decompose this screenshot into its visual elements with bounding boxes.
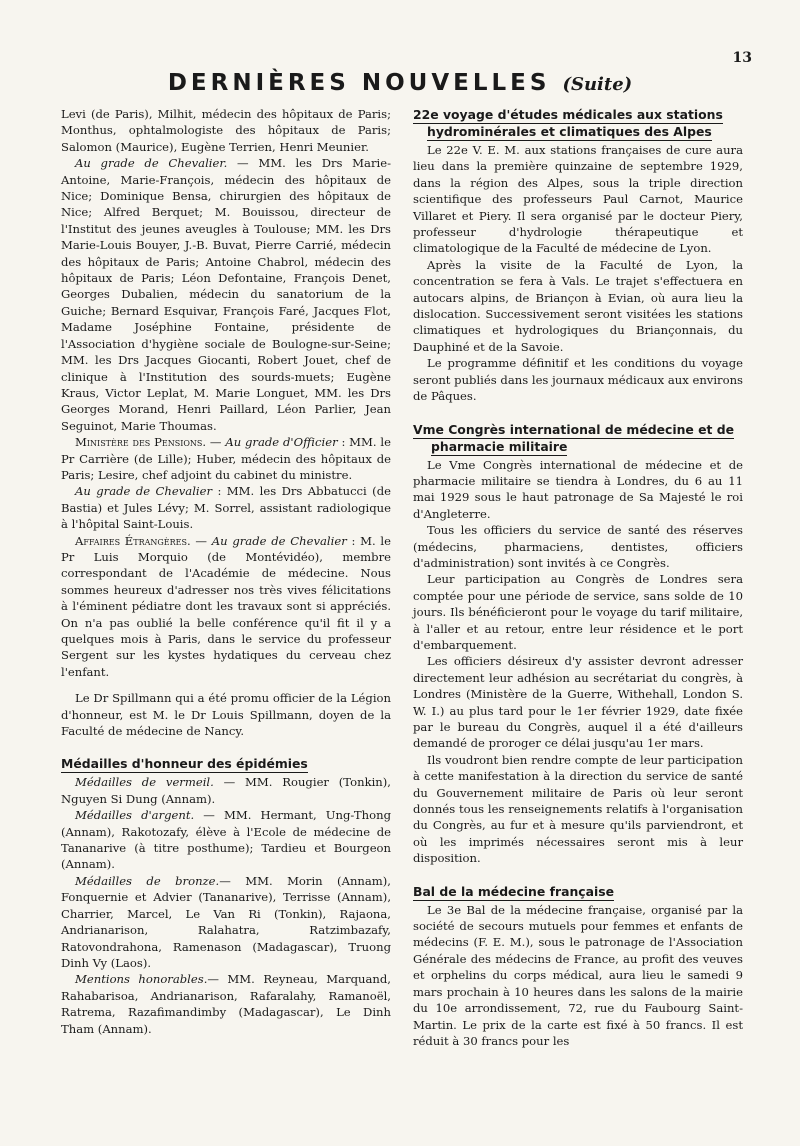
grade-label: Au grade de Chevalier: [75, 484, 213, 499]
running-head-suite: (Suite): [562, 74, 633, 95]
paragraph: [61, 873, 391, 971]
paragraph: Les officiers désireux d'y assister devront adresser directement leur adhésion au secrétariat du congrès, à Londres (Ministère de la Guerre, Withehall, London S. W. I.) au plus tard pour le 1er février 1929, date fixée par le bureau du Congrès, auquel il a été d'ailleurs demandé de proroger ce délai jusqu'au 1er mars.: [413, 654, 743, 751]
paragraph: [61, 971, 391, 1037]
paragraph-text: : MM. les Drs Abbatucci (de Bastia) et Jules Lévy; M. Sorrel, assistant radiologique à l'hôpital Saint-Louis.: [61, 484, 391, 532]
paragraph: Tous les officiers du service de santé des réserves (médecins, pharmaciens, dentistes, officiers d'administration) sont invités à ce Congrès.: [413, 523, 743, 570]
ministry-label: Affaires Étrangères.: [75, 533, 191, 548]
paragraph: [61, 155, 391, 434]
heading-text: pharmacie militaire: [431, 438, 568, 454]
paragraph: Levi (de Paris), Milhit, médecin des hôpitaux de Paris; Monthus, ophtalmologiste des hôpitaux de Paris; Salomon (Maurice), Eugène Terrien, Henri Meunier.: [61, 107, 391, 154]
ministry-label: Ministère des Pensions.: [75, 435, 207, 450]
heading-text: Bal de la médecine française: [413, 883, 615, 899]
heading-text: 22e voyage d'études médicales aux stations: [413, 107, 723, 122]
paragraph: Affaires Étrangères. — Au grade de Chevalier : M. le Pr Luis Morquio (de Montévidéo), membre correspondant de l'Académie de médecine. Nous sommes heureux d'adresser nos très vives félicitations à l'éminent pédiatre dont les travaux sont si appréciés. On n'a pas oublié la belle conférence qu'il fit il y a quelques mois à Paris, dans le service du professeur Sergent sur les kystes hydatiques du cerveau chez l'enfant.: [61, 533, 391, 679]
paragraph: [61, 483, 391, 532]
section-heading-congres: [413, 421, 743, 455]
right-column: [413, 106, 743, 1049]
section-heading-medailles: [61, 755, 391, 772]
running-head-title: DERNIÈRES NOUVELLES: [167, 70, 551, 96]
paragraph: Ministère des Pensions. — Au grade d'Officier : MM. le Pr Carrière (de Lille); Huber, médecin des hôpitaux de Paris; Lesire, chef adjoint du cabinet du ministre.: [61, 435, 391, 482]
heading-text: hydrominérales et climatiques des Alpes: [427, 124, 712, 139]
page-number: 13: [732, 50, 752, 66]
medal-label: Médailles de bronze.: [75, 873, 220, 888]
section-heading-voyage: [413, 106, 743, 140]
paragraph-text: — MM. Hermant, Ung-Thong (Annam), Rakotozafy, élève à l'Ecole de médecine de Tananarive (à titre posthume); Tardieu et Bourgeon (Annam).: [61, 808, 391, 872]
medal-label: Médailles de vermeil.: [75, 775, 214, 790]
paragraph-text: : MM. le Pr Carrière (de Lille); Huber, médecin des hôpitaux de Paris; Lesire, chef adjoint du cabinet du ministre.: [61, 435, 391, 482]
heading-text: Vme Congrès international de médecine et de: [413, 421, 735, 437]
paragraph: [61, 807, 391, 873]
paragraph: [61, 774, 391, 807]
medal-label: Mentions honorables.: [75, 972, 208, 987]
running-head: [0, 70, 800, 96]
paragraph: Leur participation au Congrès de Londres sera comptée pour une période de service, sans solde de 10 jours. Ils bénéficieront pour le voyage du tarif militaire, à l'aller et au retour, entre leur résidence et le port d'embarquement.: [413, 572, 743, 652]
paragraph: Après la visite de la Faculté de Lyon, la concentration se fera à Vals. Le trajet s'effectuera en autocars alpins, de Briançon à Evian, où aura lieu la dislocation. Successivement seront visitées les stations climatiques et hydrologiques du Briançonnais, du Dauphiné et de la Savoie.: [413, 257, 743, 354]
grade-label: Au grade de Chevalier: [211, 533, 347, 548]
paragraph-text: — MM. Morin (Annam), Fonquernie et Advier (Tananarive), Terrisse (Annam), Charrier, Marcel, Le Van Ri (Tonkin), Rajaona, Andrianarison, Ralahatra, Ratzimbazafy, Ratovondrahona, Ramenason (Madagascar), Truong Dinh Vy (Laos).: [61, 873, 391, 970]
paragraph: Ils voudront bien rendre compte de leur participation à cette manifestation à la direction du service de santé du Gouvernement militaire de Paris où leur seront donnés tous les renseignements relatifs à l'organisation du Congrès, au fur et à mesure qu'ils parviendront, et où les imprimés nécessaires seront mis à leur disposition.: [413, 752, 743, 866]
section-heading-bal: [413, 883, 743, 900]
heading-text: Médailles d'honneur des épidémies: [61, 756, 308, 772]
paragraph-text: : M. le Pr Luis Morquio (de Montévidéo), membre correspondant de l'Académie de médecine. Nous sommes heureux d'adresser nos très vives félicitations à l'éminent pédiatre dont les travaux sont si appréciés. On n'a pas oublié la belle conférence qu'il fit il y a quelques mois à Paris, dans le service du professeur Sergent sur les kystes hydatiques du cerveau chez l'enfant.: [61, 533, 391, 679]
paragraph-text: — MM. Reyneau, Marquand, Rahabarisoa, Andrianarison, Rafaralahy, Ramanoël, Ratrema, Razafimandimby (Madagascar), Le Dinh Tham (Annam).: [61, 972, 391, 1036]
paragraph-text: — MM. les Drs Marie-Antoine, Marie-François, médecin des hôpitaux de Nice; Dominique Bensa, chirurgien des hôpitaux de Nice; Alfred Berquet; M. Bouissou, directeur de l'Institut des jeunes aveugles à Toulouse; MM. les Drs Marie-Louis Bouyer, J.-B. Buvat, Pierre Carrié, médecin des hôpitaux de Paris; Antoine Chabrol, médecin des hôpitaux de Paris; Léon Defontaine, François Denet, Georges Dubalien, médecin du sanatorium de la Guiche; Bernard Esquivar, François Faré, Jacques Flot, Madame Joséphine Fontaine, présidente de l'Association d'hygiène sociale de Boulogne-sur-Seine; MM. les Drs Jacques Giocanti, Robert Jouet, chef de clinique à l'Institution des sourds-muets; Eugène Kraus, Victor Leplat, M. Marie Longuet, MM. les Drs Georges Morand, Henri Paillard, Léon Parlier, Jean Seguinot, Marie Thoumas.: [61, 156, 391, 433]
paragraph: Le programme définitif et les conditions du voyage seront publiés dans les journaux médicaux aux environs de Pâques.: [413, 356, 743, 404]
paragraph: Le 3e Bal de la médecine française, organisé par la société de secours mutuels pour femmes et enfants de médecins (F. E. M.), sous le patronage de l'Association Générale des médecins de France, au profit des veuves et orphelins du corps médical, aura lieu le samedi 9 mars prochain à 10 heures dans les salons de la mairie du 10e arrondissement, 72, rue du Faubourg Saint-Martin. Le prix de la carte est fixé à 50 francs. Il est réduit à 30 francs pour les: [413, 902, 743, 1048]
grade-label: Au grade d'Officier: [225, 435, 338, 450]
paragraph: Le 22e V. E. M. aux stations françaises de cure aura lieu dans la première quinzaine de septembre 1929, dans la région des Alpes, sous la triple direction scientifique des professeurs Paul Carnot, Maurice Villaret et Piery. Il sera organisé par le docteur Piery, professeur d'hydrologie thérapeutique et climatologique de la Faculté de médecine de Lyon.: [413, 143, 743, 256]
paragraph-text: — MM. Rougier (Tonkin), Nguyen Si Dung (Annam).: [61, 775, 391, 806]
left-column: [61, 106, 391, 1037]
medal-label: Médailles d'argent.: [75, 808, 195, 823]
paragraph: Le Vme Congrès international de médecine et de pharmacie militaire se tiendra à Londres, du 6 au 11 mai 1929 sous le haut patronage de Sa Majesté le roi d'Angleterre.: [413, 457, 743, 521]
paragraph: Le Dr Spillmann qui a été promu officier de la Légion d'honneur, est M. le Dr Louis Spillmann, doyen de la Faculté de médecine de Nancy.: [61, 691, 391, 739]
grade-label: Au grade de Chevalier.: [75, 156, 228, 171]
